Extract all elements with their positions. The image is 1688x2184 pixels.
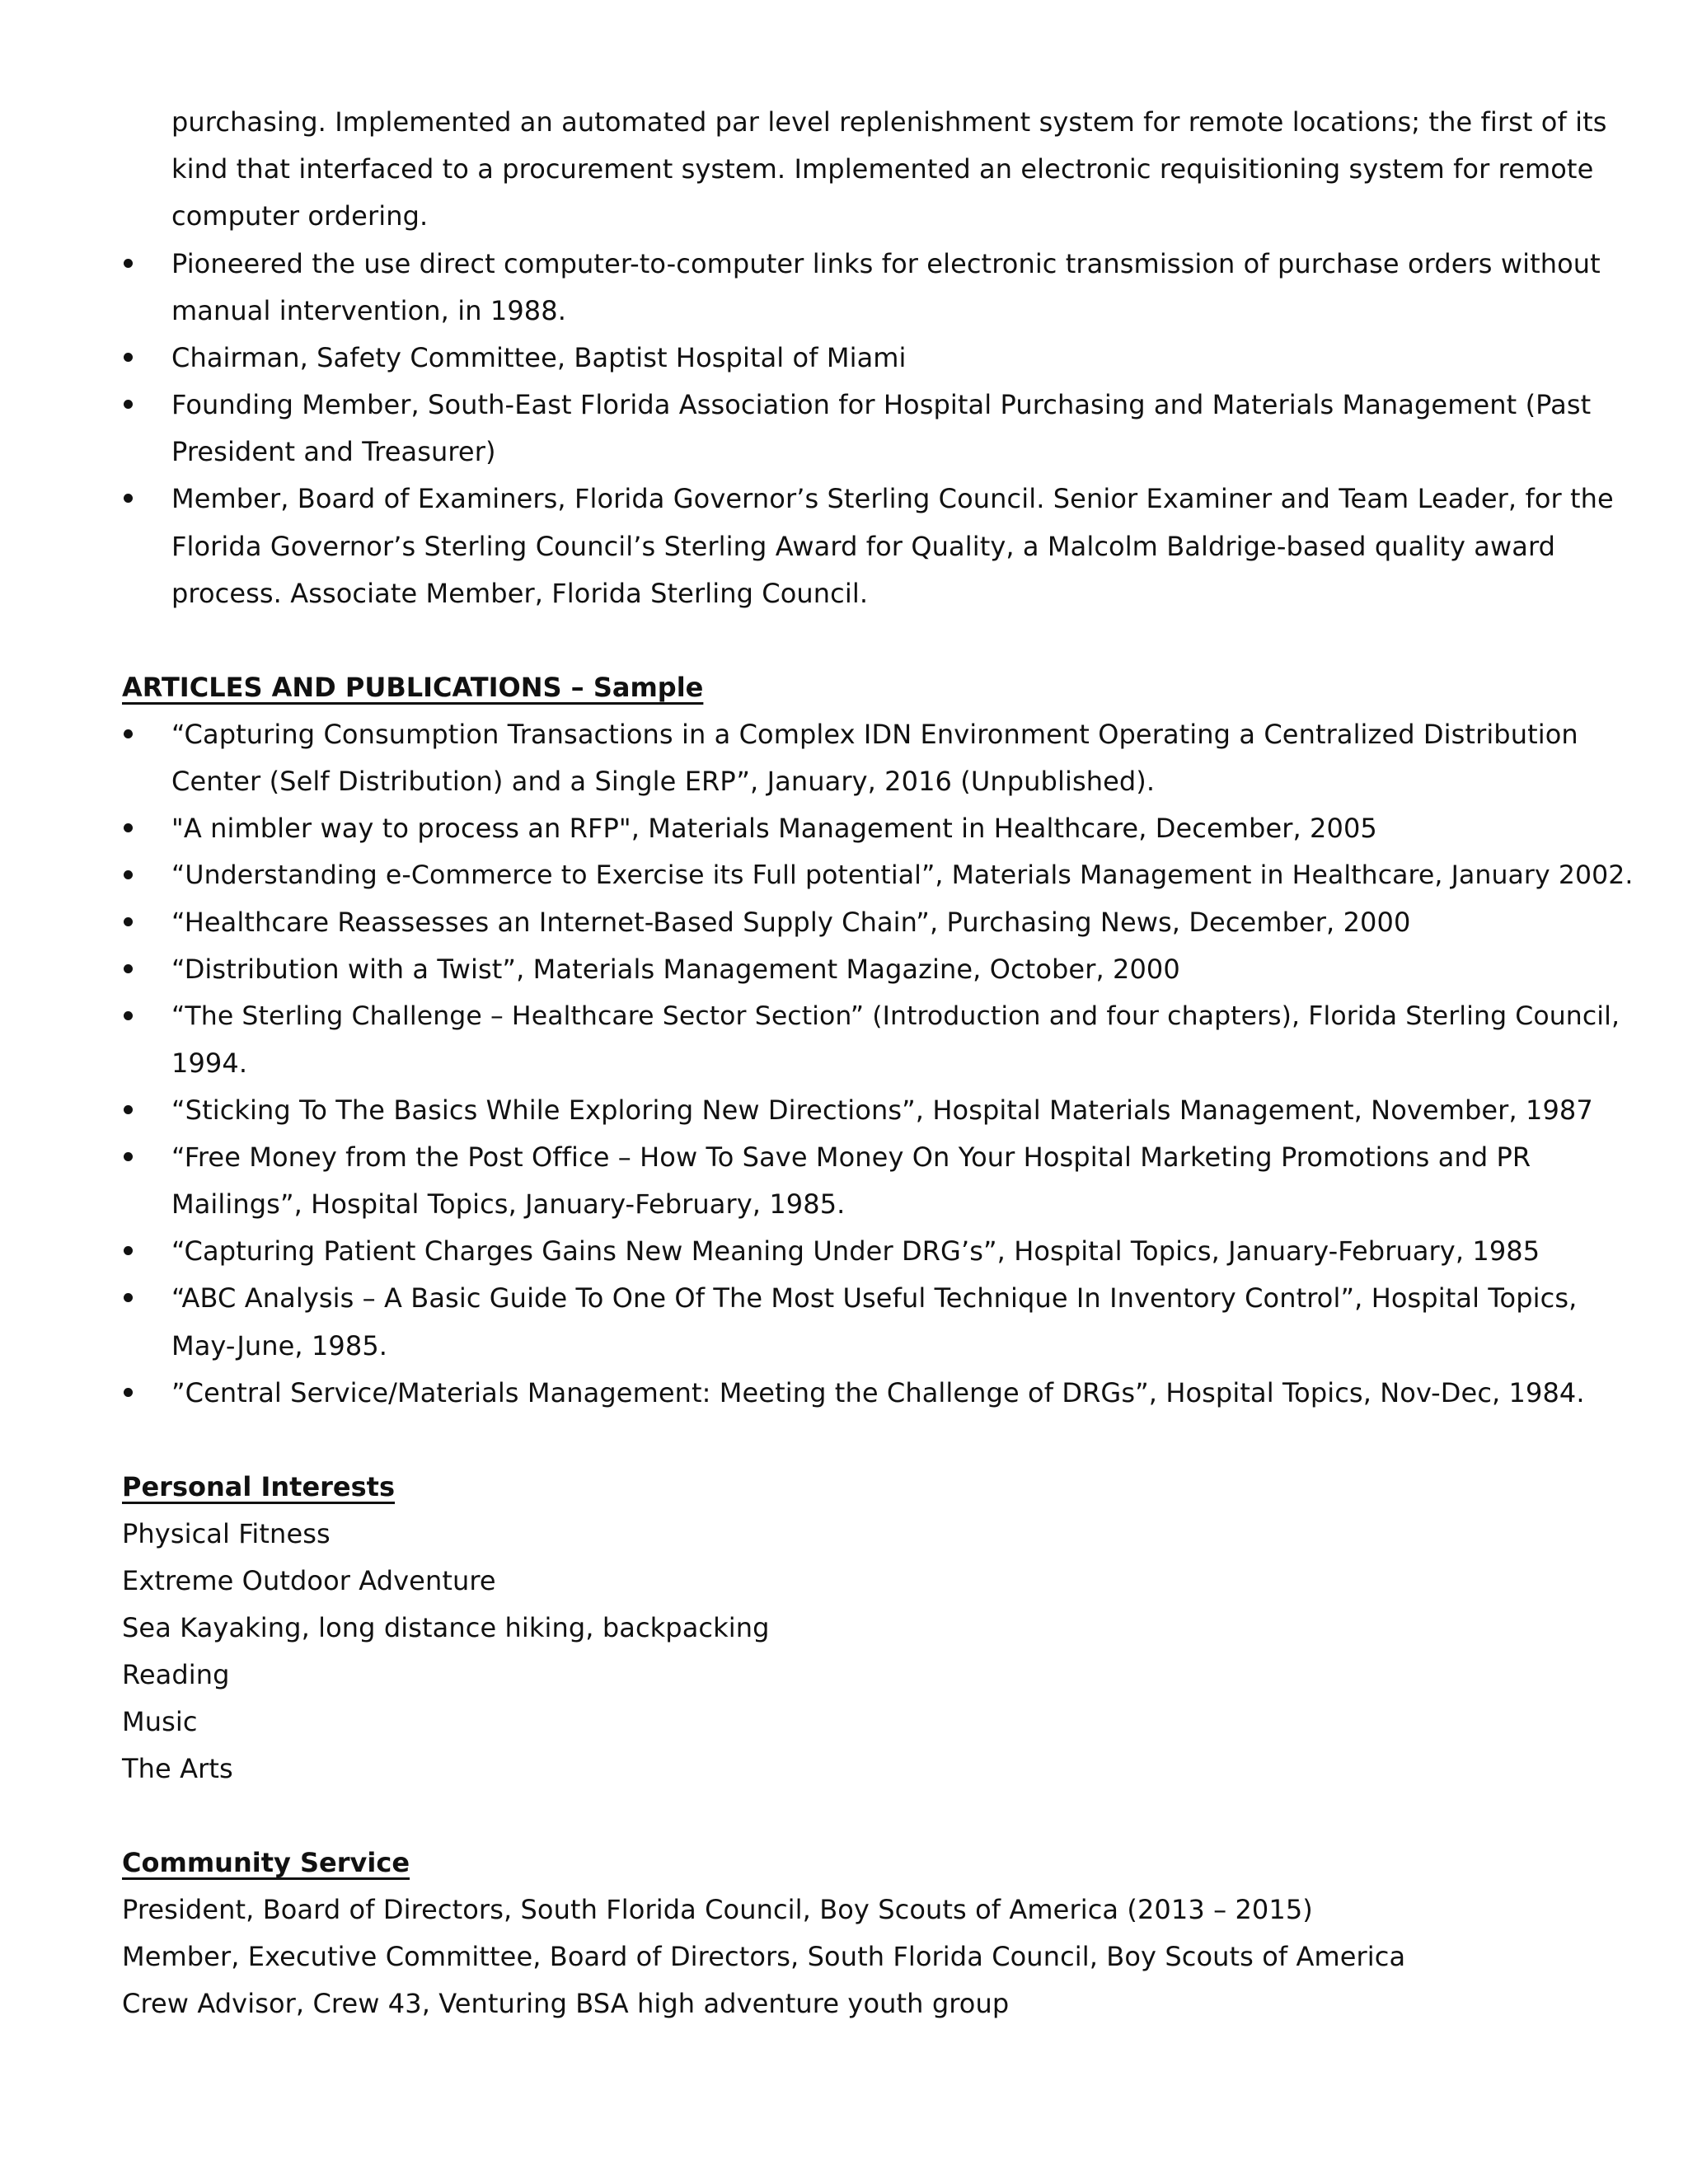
- publication-line: “Healthcare Reassesses an Internet-Based Supply Chain”, Purchasing News, December, 2000: [171, 907, 1411, 938]
- continuation-line: computer ordering.: [171, 200, 429, 232]
- section-heading-publications: ARTICLES AND PUBLICATIONS – Sample: [122, 672, 704, 703]
- publication-line: “Understanding e-Commerce to Exercise its Full potential”, Materials Management in Healthcare, January 2002.: [171, 860, 1634, 890]
- publication-line: “Capturing Consumption Transactions in a Complex IDN Environment Operating a Centralized Distribution: [171, 719, 1578, 750]
- section-heading-interests: Personal Interests: [122, 1471, 396, 1502]
- publication-line: “Distribution with a Twist”, Materials Management Magazine, October, 2000: [171, 954, 1180, 985]
- accomplishment-line: President and Treasurer): [171, 436, 496, 467]
- publication-line: “Capturing Patient Charges Gains New Meaning Under DRG’s”, Hospital Topics, January-February, 1985: [171, 1235, 1540, 1267]
- publication-line: ”Central Service/Materials Management: Meeting the Challenge of DRGs”, Hospital Topics, Nov-Dec, 1984.: [171, 1377, 1585, 1408]
- accomplishment-line: Chairman, Safety Committee, Baptist Hospital of Miami: [171, 342, 907, 373]
- bullet-icon: [124, 1388, 133, 1397]
- publication-line: “The Sterling Challenge – Healthcare Sector Section” (Introduction and four chapters), Florida Sterling Council,: [171, 1001, 1620, 1031]
- accomplishment-line: process. Associate Member, Florida Sterling Council.: [171, 578, 869, 609]
- bullet-icon: [124, 1293, 133, 1302]
- publication-line: "A nimbler way to process an RFP", Materials Management in Healthcare, December, 2005: [171, 813, 1377, 844]
- bullet-icon: [124, 1011, 133, 1020]
- bullet-icon: [124, 1152, 133, 1161]
- interest-item: Sea Kayaking, long distance hiking, backpacking: [122, 1612, 770, 1643]
- interest-item: Music: [122, 1706, 198, 1737]
- continuation-line: purchasing. Implemented an automated par level replenishment system for remote locations; the first of its: [171, 106, 1607, 138]
- community-item: President, Board of Directors, South Florida Council, Boy Scouts of America (2013 – 2015): [122, 1894, 1313, 1925]
- bullet-icon: [124, 353, 133, 362]
- publication-line: Center (Self Distribution) and a Single ERP”, January, 2016 (Unpublished).: [171, 766, 1156, 797]
- community-item: Crew Advisor, Crew 43, Venturing BSA high adventure youth group: [122, 1988, 1010, 2019]
- bullet-icon: [124, 917, 133, 926]
- bullet-icon: [124, 494, 133, 503]
- bullet-icon: [124, 729, 133, 738]
- interest-item: The Arts: [122, 1753, 233, 1784]
- bullet-icon: [124, 870, 133, 879]
- accomplishment-line: Florida Governor’s Sterling Council’s Sterling Award for Quality, a Malcolm Baldrige-based quality award: [171, 531, 1556, 562]
- bullet-icon: [124, 964, 133, 973]
- community-item: Member, Executive Committee, Board of Directors, South Florida Council, Boy Scouts of America: [122, 1941, 1406, 1972]
- section-heading-community: Community Service: [122, 1847, 410, 1878]
- interest-item: Physical Fitness: [122, 1518, 331, 1549]
- publication-line: “Sticking To The Basics While Exploring New Directions”, Hospital Materials Management, November, 1987: [171, 1094, 1593, 1126]
- interest-item: Extreme Outdoor Adventure: [122, 1565, 496, 1596]
- publication-line: Mailings”, Hospital Topics, January-February, 1985.: [171, 1188, 846, 1220]
- continuation-line: kind that interfaced to a procurement system. Implemented an electronic requisitioning system for remote: [171, 153, 1594, 185]
- accomplishment-line: Member, Board of Examiners, Florida Governor’s Sterling Council. Senior Examiner and Team Leader, for the: [171, 483, 1614, 514]
- publication-line: “Free Money from the Post Office – How To Save Money On Your Hospital Marketing Promotions and PR: [171, 1141, 1531, 1173]
- bullet-icon: [124, 259, 133, 268]
- publication-line: May-June, 1985.: [171, 1330, 388, 1361]
- bullet-icon: [124, 400, 133, 409]
- publication-line: “ABC Analysis – A Basic Guide To One Of The Most Useful Technique In Inventory Control”, Hospital Topics,: [171, 1282, 1578, 1314]
- accomplishment-line: Pioneered the use direct computer-to-computer links for electronic transmission of purchase orders without: [171, 248, 1601, 279]
- bullet-icon: [124, 1246, 133, 1255]
- bullet-icon: [124, 823, 133, 832]
- accomplishment-line: manual intervention, in 1988.: [171, 295, 566, 326]
- accomplishment-line: Founding Member, South-East Florida Association for Hospital Purchasing and Materials Management (Past: [171, 389, 1592, 420]
- bullet-icon: [124, 1105, 133, 1114]
- interest-item: Reading: [122, 1659, 230, 1690]
- publication-line: 1994.: [171, 1047, 248, 1079]
